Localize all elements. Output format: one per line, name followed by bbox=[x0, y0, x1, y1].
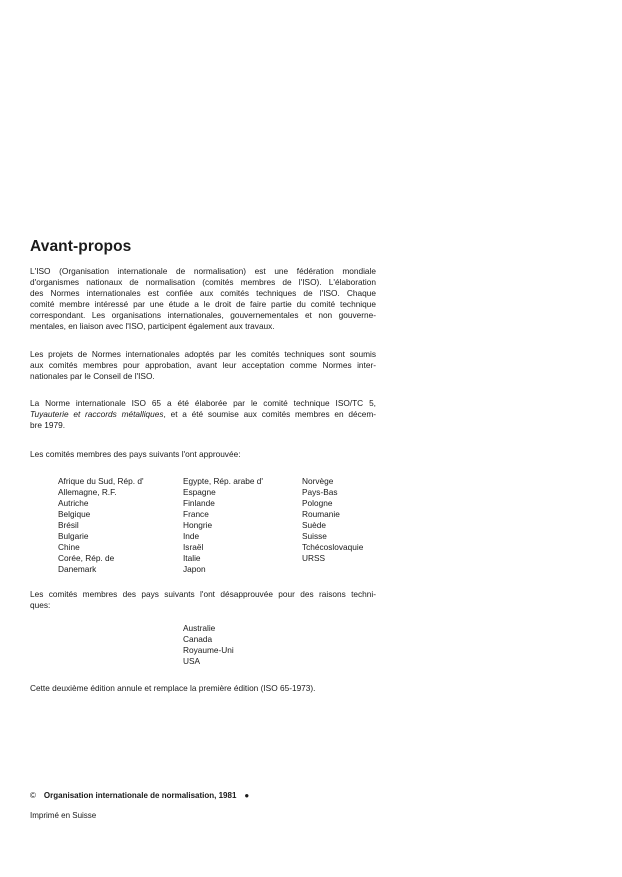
country-item: Espagne bbox=[183, 487, 216, 497]
text-line: Les comités membres des pays suivants l'ont désapprouvée pour des raisons techni- bbox=[30, 589, 376, 599]
copyright-text: Organisation internationale de normalisation, 1981 bbox=[43, 791, 237, 800]
country-item: Roumanie bbox=[302, 509, 340, 519]
country-item: Italie bbox=[183, 553, 201, 563]
text-line: bre 1979. bbox=[30, 420, 66, 430]
approved-countries-column-3 bbox=[302, 476, 363, 564]
text-line: L'ISO (Organisation internationale de normalisation) est une fédération mondiale bbox=[30, 266, 376, 276]
country-item: Danemark bbox=[58, 564, 97, 574]
country-item: Tchécoslovaquie bbox=[302, 542, 364, 552]
page-title: Avant-propos bbox=[30, 238, 132, 255]
paragraph-iso65 bbox=[30, 398, 376, 431]
country-item: Norvège bbox=[302, 476, 334, 486]
country-item: Australie bbox=[183, 623, 216, 633]
disapproved-countries bbox=[183, 623, 234, 667]
edition-note bbox=[30, 683, 376, 694]
disapproved-intro bbox=[30, 589, 376, 611]
country-item: Canada bbox=[183, 634, 213, 644]
approved-countries-column-2 bbox=[183, 476, 263, 575]
approved-countries-column-1 bbox=[58, 476, 144, 575]
country-item: Hongrie bbox=[183, 520, 213, 530]
country-item: Finlande bbox=[183, 498, 215, 508]
text-line bbox=[30, 409, 376, 420]
country-item: Japon bbox=[183, 564, 206, 574]
bullet-icon: ● bbox=[244, 791, 250, 800]
text-fragment: , et a été soumise aux comités membres en décem- bbox=[163, 409, 377, 419]
country-item: Autriche bbox=[58, 498, 89, 508]
text-line: nationales par le Conseil de l'ISO. bbox=[30, 371, 155, 381]
country-item: USA bbox=[183, 656, 201, 666]
text-line: mentales, en liaison avec l'ISO, participent également aux travaux. bbox=[30, 321, 275, 331]
text-line: correspondant. Les organisations internationales, gouvernementales et non gouverne- bbox=[30, 310, 376, 320]
country-item: Allemagne, R.F. bbox=[58, 487, 117, 497]
text-line: des Normes internationales est confiée aux comités techniques de l'ISO. Chaque bbox=[30, 288, 376, 298]
country-item: Afrique du Sud, Rép. d' bbox=[58, 476, 144, 486]
country-item: Bulgarie bbox=[58, 531, 89, 541]
text-line: d'organismes nationaux de normalisation (comités membres de l'ISO). L'élaboration bbox=[30, 277, 376, 287]
country-item: Corée, Rép. de bbox=[58, 553, 115, 563]
country-item: France bbox=[183, 509, 209, 519]
copyright-symbol: © bbox=[30, 791, 36, 800]
committee-title: Tuyauterie et raccords métalliques bbox=[30, 409, 164, 419]
text-line: comité membre intéressé par une étude a le droit de faire partie du comité technique bbox=[30, 299, 376, 309]
country-item: URSS bbox=[302, 553, 326, 563]
country-item: Royaume-Uni bbox=[183, 645, 234, 655]
text-line: Les comités membres des pays suivants l'ont approuvée: bbox=[30, 449, 241, 459]
text-line: aux comités membres pour approbation, avant leur acceptation comme Normes inter- bbox=[30, 360, 376, 370]
paragraph-iso-intro bbox=[30, 266, 376, 332]
country-item: Israël bbox=[183, 542, 204, 552]
copyright-line bbox=[30, 791, 249, 800]
text-line: La Norme internationale ISO 65 a été élaborée par le comité technique ISO/TC 5, bbox=[30, 398, 376, 408]
country-item: Brésil bbox=[58, 520, 79, 530]
country-item: Pologne bbox=[302, 498, 333, 508]
country-item: Inde bbox=[183, 531, 200, 541]
paragraph-approval-process bbox=[30, 349, 376, 382]
text-line: Les projets de Normes internationales adoptés par les comités techniques sont soumis bbox=[30, 349, 376, 359]
country-item: Pays-Bas bbox=[302, 487, 338, 497]
approved-intro bbox=[30, 449, 376, 460]
country-item: Belgique bbox=[58, 509, 91, 519]
country-item: Suède bbox=[302, 520, 326, 530]
country-item: Chine bbox=[58, 542, 80, 552]
country-item: Suisse bbox=[302, 531, 327, 541]
text-line: Cette deuxième édition annule et remplace la première édition (ISO 65-1973). bbox=[30, 683, 316, 693]
text-line: ques: bbox=[30, 600, 51, 610]
country-item: Egypte, Rép. arabe d' bbox=[183, 476, 263, 486]
printed-in: Imprimé en Suisse bbox=[30, 811, 97, 820]
